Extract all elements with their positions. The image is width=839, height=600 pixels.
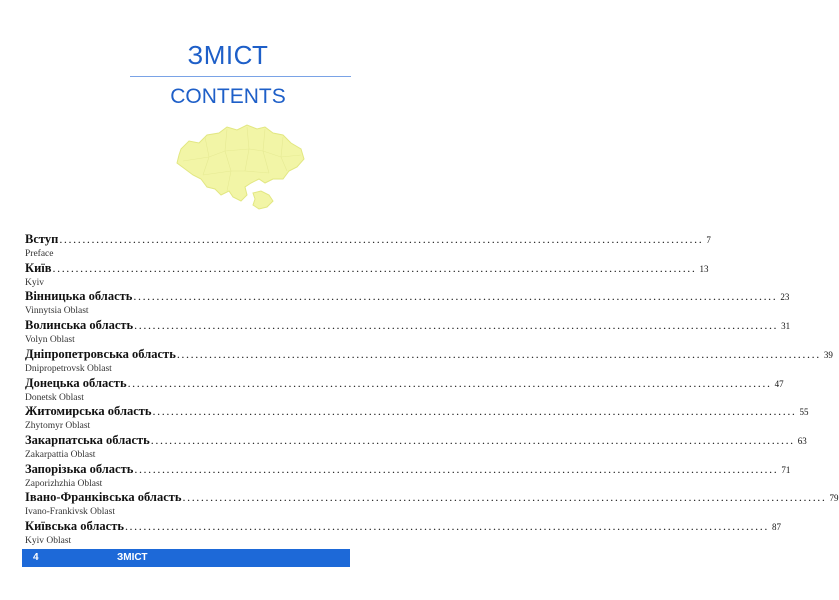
toc-entry-subtitle: Kyiv Oblast: [25, 536, 72, 546]
toc-page-number: 31: [781, 321, 791, 332]
toc-page-number: 55: [799, 407, 809, 418]
toc-entry-subtitle: Preface: [25, 249, 54, 259]
footer-page-number: 4: [33, 552, 39, 563]
toc-entry-line: [25, 432, 807, 450]
toc-entry-title: Київ: [25, 260, 52, 275]
toc-leader-dots: ............................................................................................................................................: [134, 461, 779, 476]
toc-leader-dots: ............................................................................................................................................: [124, 519, 769, 533]
toc-entry-title: Івано-Франківська область: [25, 490, 182, 505]
toc-page-number: 7: [706, 235, 711, 245]
toc-entry[interactable]: [25, 289, 790, 317]
toc-entry-line: [25, 346, 833, 364]
toc-page-number: 87: [771, 522, 781, 532]
toc-entry-subtitle: Volyn Oblast: [25, 335, 75, 346]
toc-entry[interactable]: [25, 318, 791, 346]
toc-entry-line: [25, 490, 839, 507]
toc-entry-subtitle: Donetsk Oblast: [25, 392, 84, 403]
toc-page-number: 13: [699, 263, 709, 274]
toc-leader-dots: ............................................................................................................................................: [133, 289, 778, 304]
toc-entry-line: [25, 519, 781, 536]
toc-entry[interactable]: [25, 260, 709, 289]
toc-entry-line: [25, 404, 809, 421]
toc-entry-line: [25, 375, 784, 393]
toc-entry-title: Житомирська область: [25, 404, 152, 419]
toc-entry[interactable]: [25, 404, 809, 432]
toc-entry-subtitle: Zaporizhzhia Oblast: [25, 478, 103, 489]
toc-entry-title: Волинська область: [25, 318, 134, 333]
toc-leader-dots: ............................................................................................................................................: [152, 404, 797, 419]
toc-entry[interactable]: [25, 346, 833, 375]
toc-entry-subtitle: Dnipropetrovsk Oblast: [25, 363, 112, 374]
toc-leader-dots: ............................................................................................................................................: [52, 260, 697, 275]
toc-entry-title: Донецька область: [25, 375, 127, 390]
toc-leader-dots: ............................................................................................................................................: [150, 432, 795, 447]
toc-page-number: 71: [781, 464, 791, 475]
toc-entry-subtitle: Zakarpattia Oblast: [25, 449, 96, 460]
toc-entry[interactable]: [25, 232, 711, 260]
title-divider: [130, 76, 351, 77]
toc-entry-line: [25, 318, 791, 335]
toc-page-number: 79: [829, 493, 839, 504]
toc-page-number: 47: [774, 378, 784, 389]
toc-leader-dots: ............................................................................................................................................: [176, 346, 821, 361]
toc-entry-title: Запорізька область: [25, 461, 134, 476]
toc-leader-dots: ............................................................................................................................................: [182, 490, 827, 505]
toc-entry[interactable]: [25, 461, 791, 490]
toc-entry[interactable]: [25, 375, 784, 404]
toc-entry[interactable]: [25, 490, 839, 518]
toc-entry-line: [25, 461, 791, 479]
toc-entry-line: [25, 289, 790, 306]
footer-section-title: ЗМІСТ: [117, 552, 148, 563]
toc-entry-subtitle: Kyiv: [25, 277, 44, 288]
toc-leader-dots: ............................................................................................................................................: [134, 318, 779, 333]
toc-page-number: 39: [823, 349, 833, 360]
toc-entry-title: Дніпропетровська область: [25, 346, 176, 361]
toc-entry-line: [25, 232, 711, 249]
toc-page-number: 23: [780, 292, 790, 303]
toc-entry-subtitle: Ivano-Frankivsk Oblast: [25, 507, 115, 518]
page-subtitle: CONTENTS: [170, 85, 286, 108]
map-shape: [177, 125, 304, 201]
toc-entry-subtitle: Vinnytsia Oblast: [25, 306, 89, 317]
toc-entry-title: Вінницька область: [25, 289, 133, 304]
toc-entry-line: [25, 260, 709, 278]
toc-entry-title: Київська область: [25, 519, 124, 533]
footer-bar: [22, 549, 350, 567]
ukraine-map-illustration: [175, 121, 306, 211]
toc-entry-title: Вступ: [25, 232, 59, 246]
toc-entry-title: Закарпатська область: [25, 432, 150, 447]
toc-entry-subtitle: Zhytomyr Oblast: [25, 421, 91, 432]
page-title: ЗМІСТ: [187, 40, 269, 70]
toc-leader-dots: ............................................................................................................................................: [127, 375, 772, 390]
toc-leader-dots: ............................................................................................................................................: [59, 232, 704, 246]
toc-page-number: 63: [797, 435, 807, 446]
toc-entry[interactable]: [25, 519, 781, 547]
toc-entry[interactable]: [25, 432, 807, 461]
map-crimea: [253, 191, 273, 209]
